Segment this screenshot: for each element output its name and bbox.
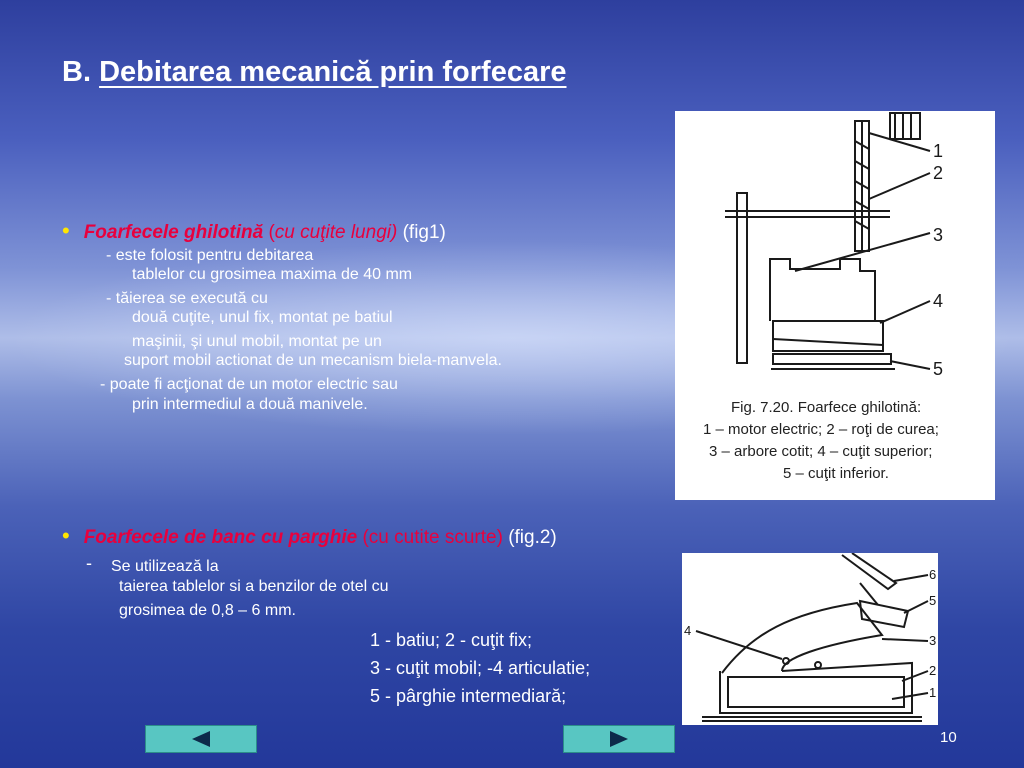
fig2-label: 5 [929, 593, 937, 608]
section1-line: două cuţite, unul fix, montat pe batiul [132, 309, 393, 326]
section1-paren-open: ( [268, 222, 275, 243]
fig1-label: 5 [933, 359, 944, 379]
fig1-caption-line: 3 – arbore cotit; 4 – cuţit superior; [709, 443, 933, 460]
section2-line: grosimea de 0,8 – 6 mm. [119, 602, 296, 619]
section1-heading [62, 218, 446, 244]
fig1-label: 2 [933, 163, 944, 183]
bullet-icon: • [62, 523, 70, 548]
arrow-right-icon [608, 730, 630, 748]
page-number: 10 [940, 729, 957, 746]
section1-title: Foarfecele ghilotină [83, 222, 264, 243]
fig2-label: 4 [684, 623, 692, 638]
section2-legend-line: 1 - batiu; 2 - cuţit fix; [370, 630, 533, 650]
fig2-label: 6 [929, 567, 937, 582]
fig2-label: 2 [929, 663, 937, 678]
title-main: Debitarea mecanică prin forfecare [99, 56, 567, 88]
fig2-label: 1 [929, 685, 937, 700]
section2-line: Se utilizează la [111, 558, 219, 575]
fig1-caption-line: Fig. 7.20. Foarfece ghilotină: [731, 399, 922, 416]
fig2-label: 3 [929, 633, 937, 648]
arrow-left-icon [190, 730, 212, 748]
section1-line: - poate fi acţionat de un motor electric sau [100, 376, 398, 393]
section1-line: - este folosit pentru debitarea [106, 247, 314, 264]
title-prefix: B. [62, 56, 91, 88]
section2-dash: - [86, 553, 92, 573]
bullet-icon: • [62, 218, 70, 243]
section1-paren-text: cu cuţite lungi) [274, 222, 398, 243]
section1-line: tablelor cu grosimea maxima de 40 mm [132, 266, 413, 283]
fig1-label: 1 [933, 141, 944, 161]
section2-title: Foarfecele de banc cu parghie [83, 527, 358, 548]
section1-line: - tăierea se execută cu [106, 290, 268, 307]
section2-heading [62, 523, 557, 549]
section2-fig-ref: (fig.2) [508, 527, 557, 548]
figure1-guillotine [675, 111, 995, 500]
section2-legend-line: 3 - cuţit mobil; -4 articulatie; [370, 658, 591, 678]
fig1-caption-line: 1 – motor electric; 2 – roţi de curea; [703, 421, 939, 438]
slide-title [62, 56, 567, 89]
section1-line: prin intermediul a două manivele. [132, 396, 368, 413]
guillotine-drawing [675, 111, 995, 500]
section1-line: maşinii, şi unul mobil, montat pe un [132, 333, 382, 350]
next-slide-button[interactable] [563, 725, 675, 753]
section2-legend-line: 5 - pârghie intermediară; [370, 686, 567, 706]
previous-slide-button[interactable] [145, 725, 257, 753]
fig1-label: 4 [933, 291, 944, 311]
section1-fig-ref: (fig1) [402, 222, 446, 243]
fig1-caption-line: 5 – cuţit inferior. [783, 465, 889, 482]
section2-line: taierea tablelor si a benzilor de otel cu [119, 578, 389, 595]
fig1-label: 3 [933, 225, 944, 245]
section1-line: suport mobil actionat de un mecanism biela-manvela. [124, 352, 502, 369]
bench-shears-drawing [682, 553, 938, 725]
section2-paren-text: (cu cutite scurte) [362, 527, 503, 548]
figure2-bench-shears [682, 553, 938, 725]
